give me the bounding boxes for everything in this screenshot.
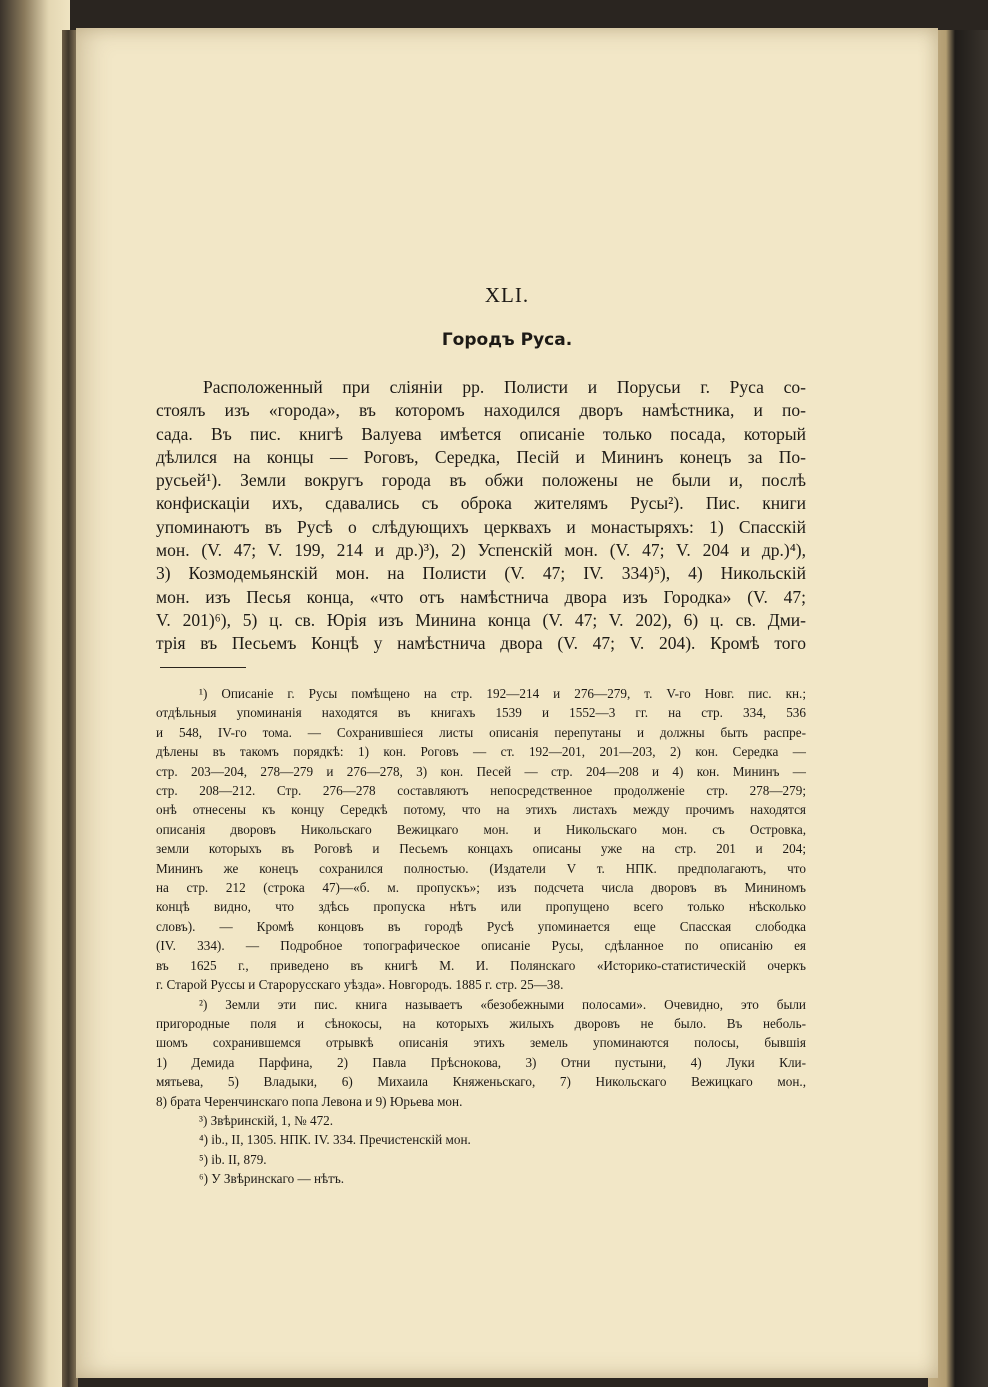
body-line: дѣлился на концы — Роговъ, Середка, Песій и Мининъ конецъ за По- [156, 446, 806, 467]
footnote-line: пригородные поля и сѣнокосы, на которыхъ жилыхъ дворовъ не было. Въ неболь- [156, 1015, 806, 1031]
footnote-line: земли которыхъ въ Роговѣ и Песьемъ концахъ описаны уже на стр. 201 и 204; [156, 841, 806, 857]
footnote-line: въ 1625 г., приведено въ книгѣ М. И. Полянскаго «Историко-статистическій очеркъ [156, 957, 806, 973]
footnote-line: онѣ отнесены къ концу Середкѣ потому, что на этихъ листахъ между прочимъ находятся [156, 802, 806, 818]
footnote-line: ¹) Описаніе г. Русы помѣщено на стр. 192—214 и 276—279, т. V-го Новг. пис. кн.; [199, 686, 806, 701]
chapter-title: Городъ Руса. [441, 330, 573, 350]
body-line: 3) Козмодемьянскій мон. на Полисти (V. 47; IV. 334)⁵), 4) Никольскій [156, 563, 806, 584]
footnotes [156, 684, 806, 1189]
footnote-line: 8) брата Черенчинскаго попа Левона и 9) Юрьева мон. [156, 1093, 463, 1109]
body-line: мон. изъ Песья конца, «что отъ намѣстнича двора изъ Городка» (V. 47; [156, 586, 806, 607]
footnote-line: дѣлены въ такомъ порядкѣ: 1) кон. Роговъ — ст. 192—201, 201—203, 2) кон. Середка — [156, 744, 806, 760]
body-line: сада. Въ пис. книгѣ Валуева имѣется описаніе только посада, который [156, 423, 806, 444]
footnote-line: ²) Земли эти пис. книга называетъ «безобежными полосами». Очевидно, это были [199, 996, 806, 1012]
book-page [76, 28, 938, 1378]
footnote-line: ³) Звѣринскій, 1, № 472. [199, 1112, 334, 1128]
footnote-line: стр. 203—204, 278—279 и 276—278, 3) кон. Песей — стр. 204—208 и 4) кон. Мининъ — [156, 763, 806, 779]
body-line: трія въ Песьемъ Концѣ у намѣстнича двора (V. 47; V. 204). Кромѣ того [156, 633, 806, 654]
footnote-line: (IV. 334). — Подробное топографическое описаніе Русы, сдѣланное по описанію ея [156, 938, 806, 954]
body-text [156, 376, 806, 656]
footnote-line: Мининъ же конецъ сохранился полностью. (Издатели V т. НПК. предполагаютъ, что [156, 860, 806, 876]
footnote-line: стр. 208—212. Стр. 276—278 составляютъ непосредственное продолженіе стр. 278—279; [156, 783, 806, 799]
footnote-line: словъ). — Кромѣ концовъ въ городѣ Русѣ упоминается еще Спасская слободка [156, 918, 806, 934]
footnote-line: описанія дворовъ Никольскаго Вежицкаго мон. и Никольскаго мон. съ Островка, [156, 821, 806, 837]
body-line: Расположенный при сліяніи рр. Полисти и Порусьи г. Руса со- [203, 377, 806, 397]
footnote-line: ⁶) У Звѣринскаго — нѣтъ. [199, 1171, 345, 1187]
footnote-divider [160, 667, 246, 668]
footnote-line: мятьева, 5) Владыки, 6) Михаила Княженьскаго, 7) Никольскаго Вежицкаго мон., [156, 1074, 806, 1090]
footnote-line: 1) Демида Парфина, 2) Павла Прѣснокова, 3) Отни пустыни, 4) Луки Кли- [156, 1054, 806, 1070]
footnote-line: концѣ видно, что здѣсь пропуска нѣтъ или пропущено всего только нѣсколько [156, 899, 806, 915]
footnote-line: шомъ сохранившемся отрывкѣ описанія этихъ земель упоминаются полосы, бывшія [156, 1035, 806, 1051]
footnote-line: ⁴) ib., II, 1305. НПК. IV. 334. Пречистенскій мон. [199, 1132, 471, 1148]
body-line: русьей¹). Земли вокругъ города въ обжи положены не были и, послѣ [156, 470, 806, 491]
footnote-line: отдѣльныя упоминанія находятся въ книгахъ 1539 и 1552—3 гг. на стр. 334, 536 [156, 705, 806, 721]
footnote-line: на стр. 212 (строка 47)—«б. м. пропускъ»; изъ подсчета числа дворовъ въ Мининомъ [156, 880, 806, 896]
body-line: V. 201)⁶), 5) ц. св. Юрія изъ Минина конца (V. 47; V. 202), 6) ц. св. Дми- [156, 609, 806, 630]
chapter-number: XLI. [484, 283, 530, 307]
footnote-line: и 548, IV-го тома. — Сохранившіеся листы описанія перепутаны и должны быть распре- [156, 724, 806, 740]
body-line: конфискаціи ихъ, сдавались съ оброка жителямъ Русы²). Пис. книги [156, 493, 806, 514]
footnote-line: ⁵) ib. II, 879. [199, 1151, 267, 1167]
footnote-line: г. Старой Руссы и Старорусскаго уѣзда». Новгородъ. 1885 г. стр. 25—38. [156, 977, 564, 993]
body-line: стоялъ изъ «города», въ которомъ находился дворъ намѣстника, и по- [156, 400, 806, 421]
body-line: упоминаютъ въ Русѣ о слѣдующихъ церквахъ и монастыряхъ: 1) Спасскій [156, 516, 806, 537]
body-line: мон. (V. 47; V. 199, 214 и др.)³), 2) Успенскій мон. (V. 47; V. 204 и др.)⁴), [156, 540, 806, 561]
left-page-edge [0, 0, 70, 1387]
